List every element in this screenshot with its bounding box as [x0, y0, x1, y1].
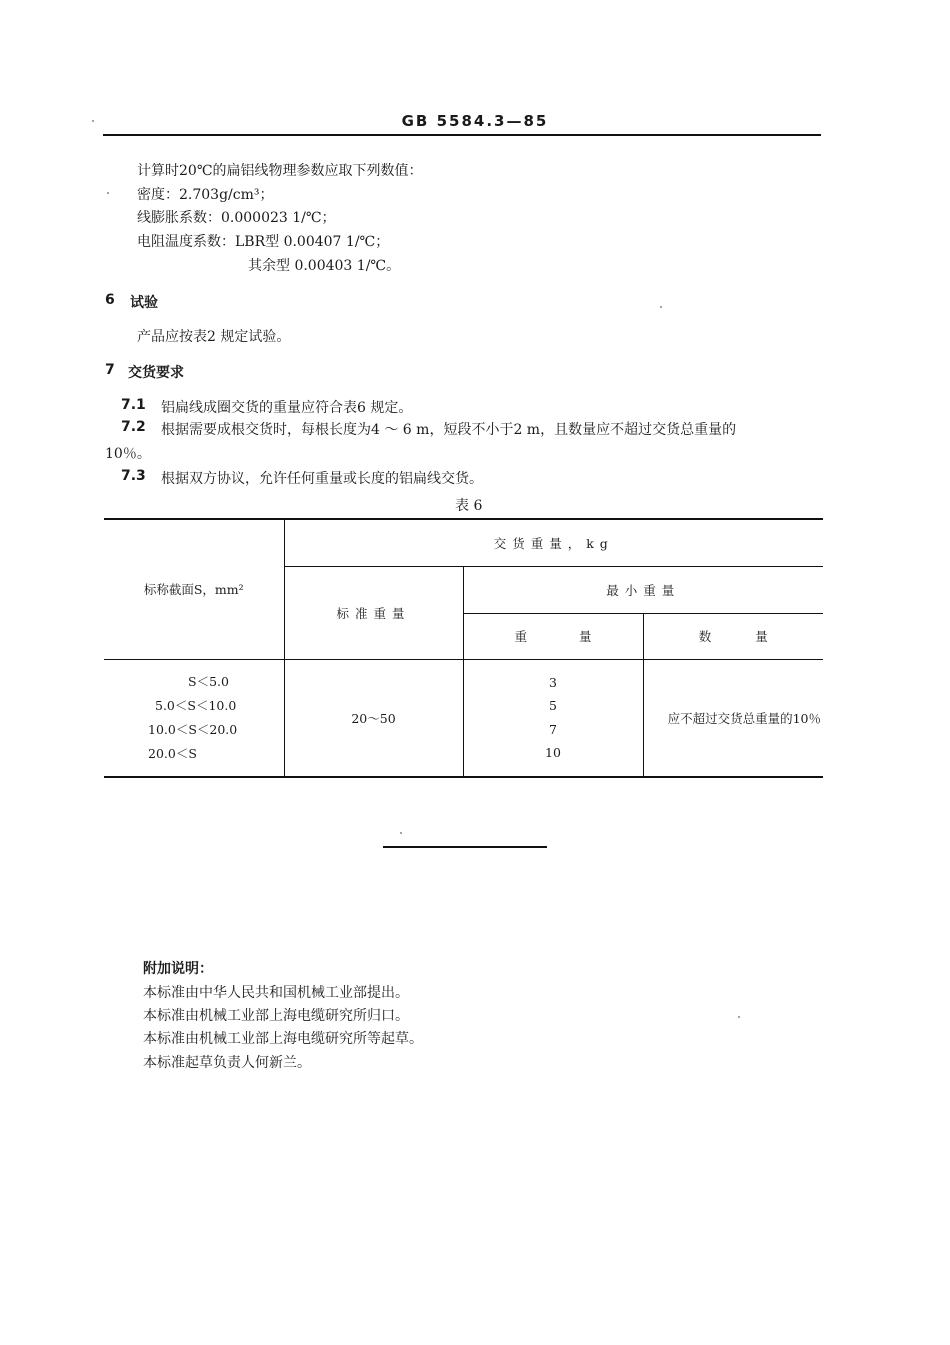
note-line: 本标准起草负责人何新兰。 [143, 1055, 311, 1071]
scan-speck [107, 192, 109, 194]
param-expansion: 线膨胀系数：0.000023 1/℃； [137, 210, 336, 226]
note-line: 本标准由机械工业部上海电缆研究所归口。 [143, 1008, 409, 1024]
header-min-weight: 最小重量 [463, 566, 823, 613]
range-item: 10.0＜S＜20.0 [148, 721, 238, 737]
end-rule [383, 846, 547, 848]
range-item: S＜5.0 [188, 673, 229, 689]
scan-speck [660, 306, 662, 308]
section7-number: 7 [105, 362, 115, 378]
min-weight-value: 10 [545, 745, 561, 761]
item-7-2-number: 7.2 [121, 419, 146, 435]
param-resistance-lbr: 电阻温度系数：LBR型 0.00407 1/℃； [137, 234, 390, 250]
scan-speck [738, 1016, 740, 1018]
min-weight-values [463, 659, 643, 777]
table6-caption: 表 6 [455, 498, 483, 514]
item-7-1-text: 铝扁线成圈交货的重量应符合表6 规定。 [161, 400, 413, 416]
item-7-2-text: 根据需要成根交货时，每根长度为4 ～ 6 m，短段不小于2 m，且数量应不超过交货总重量的 [161, 422, 737, 438]
document-code: GB 5584.3—85 [401, 112, 549, 130]
min-count-value: 应不超过交货总重量的10％ [643, 659, 823, 777]
header-standard-weight: 标准重量 [284, 566, 463, 659]
standard-weight-value: 20～50 [284, 659, 463, 777]
scan-speck [400, 832, 402, 834]
table6 [104, 518, 823, 778]
item-7-1-number: 7.1 [121, 397, 146, 413]
header-delivery-weight: 交货重量，kg [284, 519, 823, 566]
section7-title: 交货要求 [128, 365, 184, 381]
range-item: 20.0＜S [148, 745, 197, 761]
min-weight-value: 3 [549, 674, 557, 690]
params-intro: 计算时20℃的扁铝线物理参数应取下列数值： [137, 163, 423, 179]
item-7-3-text: 根据双方协议，允许任何重量或长度的铝扁线交货。 [161, 471, 483, 487]
param-density: 密度：2.703g/cm³； [137, 187, 274, 203]
range-item: 5.0＜S＜10.0 [155, 697, 237, 713]
min-weight-value: 7 [549, 721, 557, 737]
header-min-count: 数 量 [643, 613, 823, 659]
section6-title: 试验 [130, 295, 158, 311]
scan-speck [92, 120, 94, 122]
min-weight-value: 5 [549, 698, 557, 714]
section6-number: 6 [105, 292, 115, 308]
note-line: 本标准由机械工业部上海电缆研究所等起草。 [143, 1031, 423, 1047]
note-line: 本标准由中华人民共和国机械工业部提出。 [143, 985, 409, 1001]
section6-text: 产品应按表2 规定试验。 [137, 329, 291, 345]
header-rule [103, 134, 821, 136]
notes-title: 附加说明： [143, 961, 213, 977]
header-min-weight-value: 重 量 [463, 613, 643, 659]
range-list [104, 659, 284, 777]
item-7-2-continuation: 10％。 [105, 446, 151, 462]
item-7-3-number: 7.3 [121, 468, 146, 484]
header-section: 标称截面S，mm² [104, 519, 284, 659]
param-resistance-other: 其余型 0.00403 1/℃。 [248, 258, 401, 274]
